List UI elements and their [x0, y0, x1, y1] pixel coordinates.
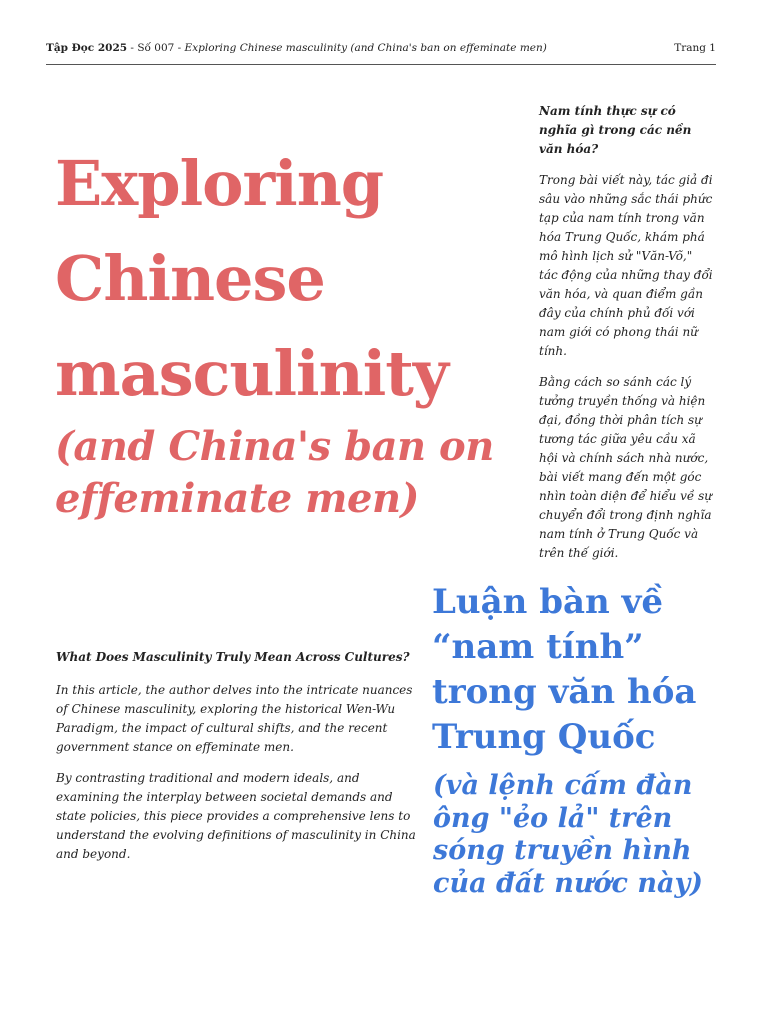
- english-subtitle-line: (and China's ban on: [55, 423, 494, 470]
- vietnamese-paragraph-2: Bằng cách so sánh các lý tưởng truyền thống và hiện đại, đồng thời phân tích sự tương tác giữa yêu cầu xã hội và chính sách nhà nước, bài viết mang đến một góc nhìn toàn diện để hiểu về sự chuyển đổi trong định nghĩa nam tính ở Trung Quốc và trên thế giới.: [539, 375, 712, 560]
- vietnamese-title-line: Luận bàn về: [432, 582, 663, 622]
- english-title-line: masculinity: [55, 337, 448, 410]
- english-paragraph-1: In this article, the author delves into the intricate nuances of Chinese masculinity, exploring the historical Wen-Wu Paradigm, the impact of cultural shifts, and the recent government stance on effeminate men.: [56, 683, 413, 754]
- vietnamese-title-line: “nam tính”: [432, 627, 644, 667]
- vietnamese-title-line: trong văn hóa: [432, 672, 697, 712]
- page-number: Trang 1: [674, 42, 716, 54]
- english-subtitle: [55, 421, 525, 525]
- header-left: [46, 42, 547, 54]
- english-paragraph-2: By contrasting traditional and modern ideals, and examining the interplay between societal demands and state policies, this piece provides a comprehensive lens to understand the evolving definitions of masculinity in China and beyond.: [56, 771, 416, 861]
- header-separator: -: [174, 42, 185, 54]
- vietnamese-subtitle-line: ông "ẻo lả" trên: [433, 802, 673, 834]
- english-question: What Does Masculinity Truly Mean Across Cultures?: [56, 650, 410, 664]
- vietnamese-paragraph-1: Trong bài viết này, tác giả đi sâu vào những sắc thái phức tạp của nam tính trong văn hóa Trung Quốc, khám phá mô hình lịch sử "Văn-Võ," tác động của những thay đổi văn hóa, và quan điểm gần đây của chính phủ đối với nam giới có phong thái nữ tính.: [539, 173, 713, 358]
- english-subtitle-line: effeminate men): [55, 475, 419, 522]
- english-title-line: Chinese: [55, 242, 325, 315]
- page-header: [46, 40, 716, 65]
- header-separator: -: [127, 42, 138, 54]
- vietnamese-title-line: Trung Quốc: [432, 717, 656, 757]
- vietnamese-question: Nam tính thực sự có nghĩa gì trong các nền văn hóa?: [539, 104, 692, 156]
- vietnamese-intro: [539, 102, 714, 575]
- english-title: [55, 136, 525, 421]
- issue-number: Số 007: [137, 42, 175, 54]
- vietnamese-subtitle-line: (và lệnh cấm đàn: [433, 770, 693, 801]
- english-title-line: Exploring: [55, 147, 384, 220]
- article-title: Exploring Chinese masculinity (and China's ban on effeminate men): [184, 42, 547, 54]
- vietnamese-subtitle-line: của đất nước này): [433, 867, 703, 899]
- magazine-name: Tập Đọc 2025: [46, 42, 128, 54]
- vietnamese-subtitle-line: sóng truyền hình: [433, 835, 692, 866]
- english-intro: [56, 648, 416, 876]
- vietnamese-title: [432, 580, 732, 760]
- vietnamese-subtitle: [433, 770, 733, 900]
